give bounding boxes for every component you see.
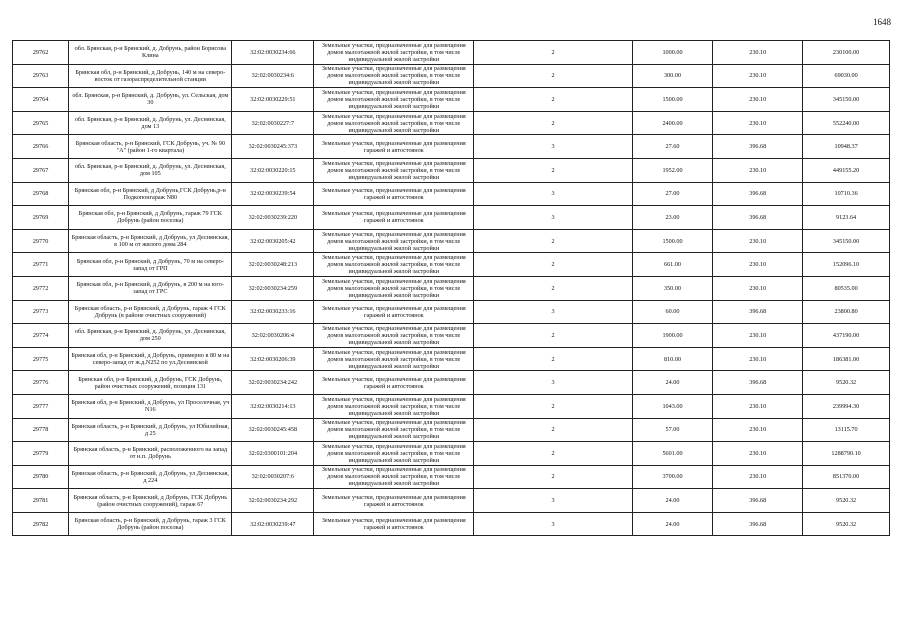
cadastral-value-cell: 69030.00 <box>803 64 890 88</box>
rate-cell: 230.10 <box>713 64 803 88</box>
rate-cell: 396.68 <box>713 300 803 324</box>
permitted-use-cell: Земельные участки, предназначенные для размещения домов малоэтажной жилой застройки, в том числе индивидуальной жилой застройки <box>314 394 474 418</box>
rate-cell: 230.10 <box>713 111 803 135</box>
rate-cell: 396.68 <box>713 182 803 206</box>
area-cell: 1500.00 <box>632 88 713 112</box>
cadastral-value-cell: 80535.00 <box>803 276 890 300</box>
registry-body <box>13 41 890 536</box>
area-cell: 57.00 <box>632 418 713 442</box>
cadastral-value-cell: 9520.32 <box>803 371 890 395</box>
table-row <box>13 64 890 88</box>
category-cell: 2 <box>474 229 632 253</box>
permitted-use-cell: Земельные участки, предназначенные для размещения гаражей и автостоянок <box>314 135 474 159</box>
category-cell: 2 <box>474 394 632 418</box>
cadastral-value-cell: 10948.37 <box>803 135 890 159</box>
cadastral-value-cell: 9123.64 <box>803 206 890 230</box>
row-number: 29777 <box>13 394 69 418</box>
address-cell: Брянская область, р-н Брянский, д Добрунь, ул Деснянская, д 224 <box>69 465 232 489</box>
table-row <box>13 465 890 489</box>
category-cell: 2 <box>474 158 632 182</box>
address-cell: Брянская обл, р-н Брянский, д Добрунь, гараж 79 ГСК Добрунь (район поселка) <box>69 206 232 230</box>
category-cell: 2 <box>474 465 632 489</box>
cadastral-number-cell: 32:02:0300101:204 <box>232 442 314 466</box>
permitted-use-cell: Земельные участки, предназначенные для размещения гаражей и автостоянок <box>314 206 474 230</box>
rate-cell: 230.10 <box>713 253 803 277</box>
row-number: 29774 <box>13 324 69 348</box>
cadastral-number-cell: 32:02:0030234:292 <box>232 489 314 513</box>
cadastral-number-cell: 32:02:0030245:458 <box>232 418 314 442</box>
table-row <box>13 41 890 65</box>
address-cell: Брянская область, р-н Брянский, д Добрунь, ул Деснянская, в 100 м от жилого дома 284 <box>69 229 232 253</box>
cadastral-value-cell: 1288790.10 <box>803 442 890 466</box>
category-cell: 2 <box>474 418 632 442</box>
table-row <box>13 111 890 135</box>
permitted-use-cell: Земельные участки, предназначенные для размещения домов малоэтажной жилой застройки, в том числе индивидуальной жилой застройки <box>314 465 474 489</box>
area-cell: 27.00 <box>632 182 713 206</box>
row-number: 29770 <box>13 229 69 253</box>
registry-table <box>12 40 890 536</box>
rate-cell: 230.10 <box>713 442 803 466</box>
area-cell: 1043.00 <box>632 394 713 418</box>
area-cell: 661.00 <box>632 253 713 277</box>
row-number: 29765 <box>13 111 69 135</box>
cadastral-number-cell: 32:02:0030234:259 <box>232 276 314 300</box>
rate-cell: 230.10 <box>713 324 803 348</box>
category-cell: 3 <box>474 489 632 513</box>
permitted-use-cell: Земельные участки, предназначенные для размещения домов малоэтажной жилой застройки, в том числе индивидуальной жилой застройки <box>314 253 474 277</box>
row-number: 29772 <box>13 276 69 300</box>
cadastral-value-cell: 13115.70 <box>803 418 890 442</box>
rate-cell: 230.10 <box>713 418 803 442</box>
address-cell: Брянская область, р-н Брянский, расположенного на запад от н.п. Добрунь <box>69 442 232 466</box>
address-cell: Брянская обл, р-н Брянский, д Добрунь, 140 м на северо-восток от газораспределительной станции <box>69 64 232 88</box>
category-cell: 2 <box>474 276 632 300</box>
table-row <box>13 442 890 466</box>
area-cell: 24.00 <box>632 512 713 536</box>
permitted-use-cell: Земельные участки, предназначенные для размещения домов малоэтажной жилой застройки, в том числе индивидуальной жилой застройки <box>314 324 474 348</box>
cadastral-value-cell: 239994.30 <box>803 394 890 418</box>
address-cell: Брянская обл, р-н Брянский, д Добрунь, ул Проселочная, уч N16 <box>69 394 232 418</box>
rate-cell: 230.10 <box>713 41 803 65</box>
area-cell: 2400.00 <box>632 111 713 135</box>
cadastral-number-cell: 32:02:0030234:66 <box>232 41 314 65</box>
row-number: 29781 <box>13 489 69 513</box>
cadastral-value-cell: 345150.00 <box>803 229 890 253</box>
table-row <box>13 88 890 112</box>
permitted-use-cell: Земельные участки, предназначенные для размещения домов малоэтажной жилой застройки, в том числе индивидуальной жилой застройки <box>314 347 474 371</box>
cadastral-value-cell: 23800.80 <box>803 300 890 324</box>
permitted-use-cell: Земельные участки, предназначенные для размещения домов малоэтажной жилой застройки, в том числе индивидуальной жилой застройки <box>314 111 474 135</box>
rate-cell: 230.10 <box>713 394 803 418</box>
area-cell: 24.00 <box>632 371 713 395</box>
table-row <box>13 512 890 536</box>
cadastral-value-cell: 552240.00 <box>803 111 890 135</box>
category-cell: 2 <box>474 41 632 65</box>
address-cell: Брянская обл, р-н Брянский, д Добрунь, в 200 м на юго-запад от ГРС <box>69 276 232 300</box>
rate-cell: 396.68 <box>713 512 803 536</box>
permitted-use-cell: Земельные участки, предназначенные для размещения домов малоэтажной жилой застройки, в том числе индивидуальной жилой застройки <box>314 41 474 65</box>
address-cell: обл. Брянская, р-н Брянский, д. Добрунь, ул. Сельская, дом 30 <box>69 88 232 112</box>
category-cell: 3 <box>474 135 632 159</box>
area-cell: 1000.00 <box>632 41 713 65</box>
table-row <box>13 229 890 253</box>
cadastral-value-cell: 10710.36 <box>803 182 890 206</box>
row-number: 29782 <box>13 512 69 536</box>
rate-cell: 230.10 <box>713 276 803 300</box>
cadastral-number-cell: 32:02:0030234:6 <box>232 64 314 88</box>
category-cell: 2 <box>474 88 632 112</box>
permitted-use-cell: Земельные участки, предназначенные для размещения гаражей и автостоянок <box>314 512 474 536</box>
area-cell: 27.60 <box>632 135 713 159</box>
address-cell: Брянская обл, р-н Брянский, д Добрунь, 70 м на северо-запад от ГРП <box>69 253 232 277</box>
address-cell: обл. Брянская, р-н Брянский, д. Добрунь, ул. Деснянская, дом 250 <box>69 324 232 348</box>
cadastral-value-cell: 9520.32 <box>803 512 890 536</box>
cadastral-number-cell: 32:02:0030207:6 <box>232 465 314 489</box>
permitted-use-cell: Земельные участки, предназначенные для размещения домов малоэтажной жилой застройки, в том числе индивидуальной жилой застройки <box>314 442 474 466</box>
cadastral-number-cell: 32:02:0030206:4 <box>232 324 314 348</box>
permitted-use-cell: Земельные участки, предназначенные для размещения домов малоэтажной жилой застройки, в том числе индивидуальной жилой застройки <box>314 64 474 88</box>
cadastral-value-cell: 230100.00 <box>803 41 890 65</box>
table-row <box>13 371 890 395</box>
rate-cell: 396.68 <box>713 206 803 230</box>
rate-cell: 230.10 <box>713 229 803 253</box>
category-cell: 3 <box>474 371 632 395</box>
permitted-use-cell: Земельные участки, предназначенные для размещения домов малоэтажной жилой застройки, в том числе индивидуальной жилой застройки <box>314 88 474 112</box>
area-cell: 1500.00 <box>632 229 713 253</box>
address-cell: Брянская область, р-н Брянский, ГСК Добрунь, уч. № 90 "А" (район 1-го квартала) <box>69 135 232 159</box>
cadastral-number-cell: 32:02:0030233:16 <box>232 300 314 324</box>
row-number: 29762 <box>13 41 69 65</box>
cadastral-number-cell: 32:02:0030248:213 <box>232 253 314 277</box>
table-row <box>13 347 890 371</box>
permitted-use-cell: Земельные участки, предназначенные для размещения гаражей и автостоянок <box>314 371 474 395</box>
permitted-use-cell: Земельные участки, предназначенные для размещения домов малоэтажной жилой застройки, в том числе индивидуальной жилой застройки <box>314 229 474 253</box>
permitted-use-cell: Земельные участки, предназначенные для размещения гаражей и автостоянок <box>314 182 474 206</box>
address-cell: Брянская область, р-н Брянский, д Добрунь, ул Юбилейная, д 25 <box>69 418 232 442</box>
category-cell: 2 <box>474 111 632 135</box>
row-number: 29779 <box>13 442 69 466</box>
address-cell: Брянская область, р-н Брянский, д Добрунь, ГСК Добрунь (район очистных сооружений), гараж 67 <box>69 489 232 513</box>
address-cell: Брянская обл, р-н Брянский, д Добрунь,ГСК Добрунь,р-н Подкопонгараж N80 <box>69 182 232 206</box>
category-cell: 3 <box>474 206 632 230</box>
table-row <box>13 158 890 182</box>
category-cell: 3 <box>474 182 632 206</box>
rate-cell: 230.10 <box>713 88 803 112</box>
category-cell: 2 <box>474 64 632 88</box>
row-number: 29771 <box>13 253 69 277</box>
area-cell: 60.00 <box>632 300 713 324</box>
cadastral-number-cell: 32:02:0030239:47 <box>232 512 314 536</box>
address-cell: Брянская область, р-н Брянский, д Добрунь, гараж 4 ГСК Добрунь (в районе очистных сооружений) <box>69 300 232 324</box>
permitted-use-cell: Земельные участки, предназначенные для размещения домов малоэтажной жилой застройки, в том числе индивидуальной жилой застройки <box>314 158 474 182</box>
cadastral-value-cell: 345150.00 <box>803 88 890 112</box>
rate-cell: 230.10 <box>713 347 803 371</box>
table-row <box>13 324 890 348</box>
row-number: 29766 <box>13 135 69 159</box>
row-number: 29775 <box>13 347 69 371</box>
cadastral-number-cell: 32:02:0030205:42 <box>232 229 314 253</box>
row-number: 29778 <box>13 418 69 442</box>
rate-cell: 230.10 <box>713 465 803 489</box>
address-cell: обл. Брянская, р-н Брянский, д. Добрунь, ул. Деснянская, дом 105 <box>69 158 232 182</box>
address-cell: Брянская область, р-н Брянский, д Добрунь, гараж 3 ГСК Добрунь (район поселка) <box>69 512 232 536</box>
table-row <box>13 206 890 230</box>
rate-cell: 396.68 <box>713 135 803 159</box>
table-row <box>13 300 890 324</box>
category-cell: 3 <box>474 300 632 324</box>
table-row <box>13 394 890 418</box>
rate-cell: 396.68 <box>713 371 803 395</box>
category-cell: 2 <box>474 442 632 466</box>
row-number: 29767 <box>13 158 69 182</box>
category-cell: 3 <box>474 512 632 536</box>
cadastral-value-cell: 437190.00 <box>803 324 890 348</box>
table-row <box>13 135 890 159</box>
cadastral-number-cell: 32:02:0030245:373 <box>232 135 314 159</box>
permitted-use-cell: Земельные участки, предназначенные для размещения домов малоэтажной жилой застройки, в том числе индивидуальной жилой застройки <box>314 276 474 300</box>
cadastral-value-cell: 186381.00 <box>803 347 890 371</box>
cadastral-number-cell: 32:02:0030239:220 <box>232 206 314 230</box>
area-cell: 5601.00 <box>632 442 713 466</box>
row-number: 29776 <box>13 371 69 395</box>
page-number: 1648 <box>873 17 891 27</box>
cadastral-value-cell: 449155.20 <box>803 158 890 182</box>
cadastral-number-cell: 32:02:0030239:54 <box>232 182 314 206</box>
rate-cell: 230.10 <box>713 158 803 182</box>
cadastral-number-cell: 32:02:0030206:39 <box>232 347 314 371</box>
rate-cell: 396.68 <box>713 489 803 513</box>
cadastral-value-cell: 152096.10 <box>803 253 890 277</box>
table-row <box>13 182 890 206</box>
row-number: 29764 <box>13 88 69 112</box>
table-row <box>13 418 890 442</box>
cadastral-value-cell: 851370.00 <box>803 465 890 489</box>
table-row <box>13 253 890 277</box>
address-cell: Брянская обл, р-н Брянский, д Добрунь, ГСК Добрунь, район очистных сооружений, позиция 131 <box>69 371 232 395</box>
cadastral-number-cell: 32:02:0030229:51 <box>232 88 314 112</box>
category-cell: 2 <box>474 253 632 277</box>
area-cell: 1900.00 <box>632 324 713 348</box>
cadastral-number-cell: 32:02:0030220:15 <box>232 158 314 182</box>
cadastral-number-cell: 32:02:0030214:13 <box>232 394 314 418</box>
row-number: 29763 <box>13 64 69 88</box>
row-number: 29768 <box>13 182 69 206</box>
address-cell: Брянская обл, р-н Брянский, д Добрунь, примерно в 80 м на северо-запад от ж.д.N252 по ул.Деснянской <box>69 347 232 371</box>
row-number: 29780 <box>13 465 69 489</box>
area-cell: 810.00 <box>632 347 713 371</box>
table-row <box>13 276 890 300</box>
area-cell: 24.00 <box>632 489 713 513</box>
area-cell: 3700.00 <box>632 465 713 489</box>
table-row <box>13 489 890 513</box>
area-cell: 350.00 <box>632 276 713 300</box>
permitted-use-cell: Земельные участки, предназначенные для размещения гаражей и автостоянок <box>314 300 474 324</box>
cadastral-number-cell: 32:02:0030227:7 <box>232 111 314 135</box>
area-cell: 1952.00 <box>632 158 713 182</box>
address-cell: обл. Брянская, р-н Брянский, д. Добрунь, район Борисова Клина <box>69 41 232 65</box>
category-cell: 2 <box>474 324 632 348</box>
cadastral-number-cell: 32:02:0030234:242 <box>232 371 314 395</box>
cadastral-value-cell: 9520.32 <box>803 489 890 513</box>
row-number: 29773 <box>13 300 69 324</box>
row-number: 29769 <box>13 206 69 230</box>
category-cell: 2 <box>474 347 632 371</box>
permitted-use-cell: Земельные участки, предназначенные для размещения домов малоэтажной жилой застройки, в том числе индивидуальной жилой застройки <box>314 418 474 442</box>
area-cell: 300.00 <box>632 64 713 88</box>
permitted-use-cell: Земельные участки, предназначенные для размещения гаражей и автостоянок <box>314 489 474 513</box>
area-cell: 23.00 <box>632 206 713 230</box>
address-cell: обл. Брянская, р-н Брянский, д. Добрунь, ул. Деснянская, дом 13 <box>69 111 232 135</box>
